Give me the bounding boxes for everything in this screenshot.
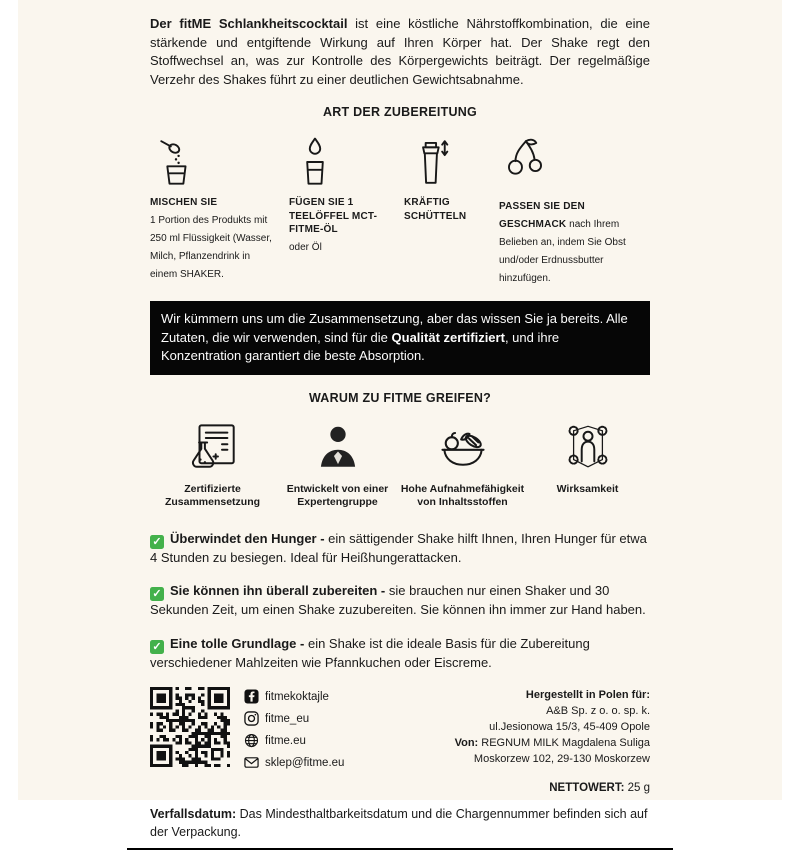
step-text: nach Ihrem Belieben an, indem Sie Obst und/oder Erdnussbutter hinzufügen. <box>499 219 626 284</box>
effectiveness-icon <box>525 418 650 476</box>
benefit-experts <box>275 418 400 510</box>
check-icon: ✓ <box>150 640 164 654</box>
bullet-anywhere <box>150 582 650 620</box>
net-weight <box>455 780 650 796</box>
social-email <box>244 755 344 770</box>
producer-von-value: REGNUM MILK Magdalena Suliga <box>478 737 650 749</box>
shaker-icon <box>404 132 490 188</box>
step-title: FÜGEN SIE 1 TEELÖFFEL MCT-FITME-ÖL <box>289 197 378 235</box>
producer-company: A&B Sp. z o. o. sp. k. <box>546 705 650 717</box>
bullet-text: sie brauchen nur einen Shaker und 30 Sekunden Zeit, um einen Shake zuzubereiten. Sie können ihn immer zur Hand haben. <box>150 583 646 617</box>
social-links <box>244 687 344 770</box>
instagram-icon <box>244 711 259 726</box>
social-label: fitmekoktajle <box>265 690 329 703</box>
producer-von-label: Von: <box>454 737 479 749</box>
email-icon <box>244 755 259 770</box>
benefit-absorption <box>400 418 525 510</box>
net-weight-value: 25 g <box>624 782 650 794</box>
check-icon: ✓ <box>150 535 164 549</box>
social-website <box>244 733 344 748</box>
step-title: PASSEN SIE DEN GESCHMACK <box>499 201 585 230</box>
check-icon: ✓ <box>150 587 164 601</box>
expert-group-icon <box>275 418 400 476</box>
bullet-text: ein Shake ist die ideale Basis für die Zubereitung verschiedener Mahlzeiten wie Pfannkuchen oder Eiscreme. <box>150 635 590 670</box>
bullet-list <box>150 530 650 673</box>
benefits-row <box>150 418 650 510</box>
preparation-step-2 <box>289 132 395 286</box>
social-label: sklep@fitme.eu <box>265 756 345 769</box>
banner-text-1: Wir kümmern uns um die Zusammensetzung, aber das wissen Sie ja bereits. Alle Zutaten, die wir verwenden, sind für die <box>161 311 628 345</box>
step-text: 1 Portion des Produkts mit 250 ml Flüssigkeit (Wasser, Milch, Pflanzendrink in einem SHAKER. <box>150 214 272 280</box>
globe-icon <box>244 733 259 748</box>
expiry-text: Das Mindesthaltbarkeitsdatum und die Chargennummer befinden sich auf der Verpackung. <box>150 807 648 839</box>
producer-address: ul.Jesionowa 15/3, 45-409 Opole <box>489 721 650 733</box>
step-title: MISCHEN SIE <box>150 197 218 208</box>
bullet-bold: Sie können ihn überall zubereiten - <box>170 583 386 598</box>
preparation-step-1 <box>150 132 280 286</box>
step-text: oder Öl <box>289 241 322 253</box>
bullet-base <box>150 635 650 673</box>
producer-manufacturer <box>455 735 650 751</box>
preparation-steps <box>150 132 650 286</box>
benefit-label: Hohe Aufnahmefähigkeit von Inhaltsstoffen <box>400 482 525 508</box>
preparation-heading: ART DER ZUBEREITUNG <box>322 105 478 119</box>
scoop-glass-icon <box>150 132 280 188</box>
preparation-step-4 <box>499 132 649 286</box>
social-instagram <box>244 711 344 726</box>
bullet-text: ein sättigender Shake hilft Ihnen, Ihren Hunger für etwa 4 Stunden zu besiegen. Ideal für Heißhungerattacken. <box>150 530 647 565</box>
benefit-label: Zertifizierte Zusammensetzung <box>164 482 261 508</box>
benefit-label: Wirksamkeit <box>556 482 619 495</box>
step-title: KRÄFTIG SCHÜTTELN <box>404 197 467 222</box>
drop-glass-icon <box>289 132 395 188</box>
intro-paragraph <box>150 15 650 89</box>
net-weight-label: NETTOWERT: <box>549 782 625 794</box>
bullet-hunger <box>150 530 650 568</box>
bullet-bold: Eine tolle Grundlage - <box>170 635 305 651</box>
social-label: fitme_eu <box>265 712 310 725</box>
benefits-heading: WARUM ZU FITME GREIFEN? <box>308 390 492 405</box>
social-facebook <box>244 689 344 704</box>
certificate-composition-icon <box>150 418 275 476</box>
expiry-note <box>150 806 650 841</box>
preparation-step-3 <box>404 132 490 286</box>
qr-code <box>150 687 230 767</box>
quality-banner <box>150 301 650 375</box>
producer-heading: Hergestellt in Polen für: <box>525 689 650 701</box>
label-content <box>150 0 650 841</box>
nutrient-bowl-icon <box>400 418 525 476</box>
intro-bold: Der fitME Schlankheitscocktail <box>150 16 348 31</box>
label-sheet <box>18 0 782 839</box>
banner-bold: Qualität zertifiziert <box>391 329 505 345</box>
facebook-icon <box>244 689 259 704</box>
benefit-label: Entwickelt von einer Expertengruppe <box>286 482 389 508</box>
producer-address-2: Moskorzew 102, 29-130 Moskorzew <box>473 753 650 765</box>
benefit-effectiveness <box>525 418 650 510</box>
social-label: fitme.eu <box>265 734 306 747</box>
benefit-certified <box>150 418 275 510</box>
intro-text: ist eine köstliche Nährstoffkombination, die eine stärkende und entgiftende Wirkung auf Ihren Körper hat. Der Shake regt den Stoffwechsel an, was zur Kontrolle des Körpergewichts beiträgt. Der regelmäßige Verzehr des Shakes führt zu einer deutlichen Gewichtsabnahme. <box>150 16 650 87</box>
producer-info <box>455 687 650 796</box>
banner-text-2: , und ihre Konzentration garantiert die beste Absorption. <box>161 329 560 363</box>
bullet-bold: Überwindet den Hunger - <box>170 530 325 546</box>
footer <box>150 687 650 796</box>
cherries-icon <box>499 132 649 188</box>
expiry-label: Verfallsdatum: <box>150 807 237 821</box>
